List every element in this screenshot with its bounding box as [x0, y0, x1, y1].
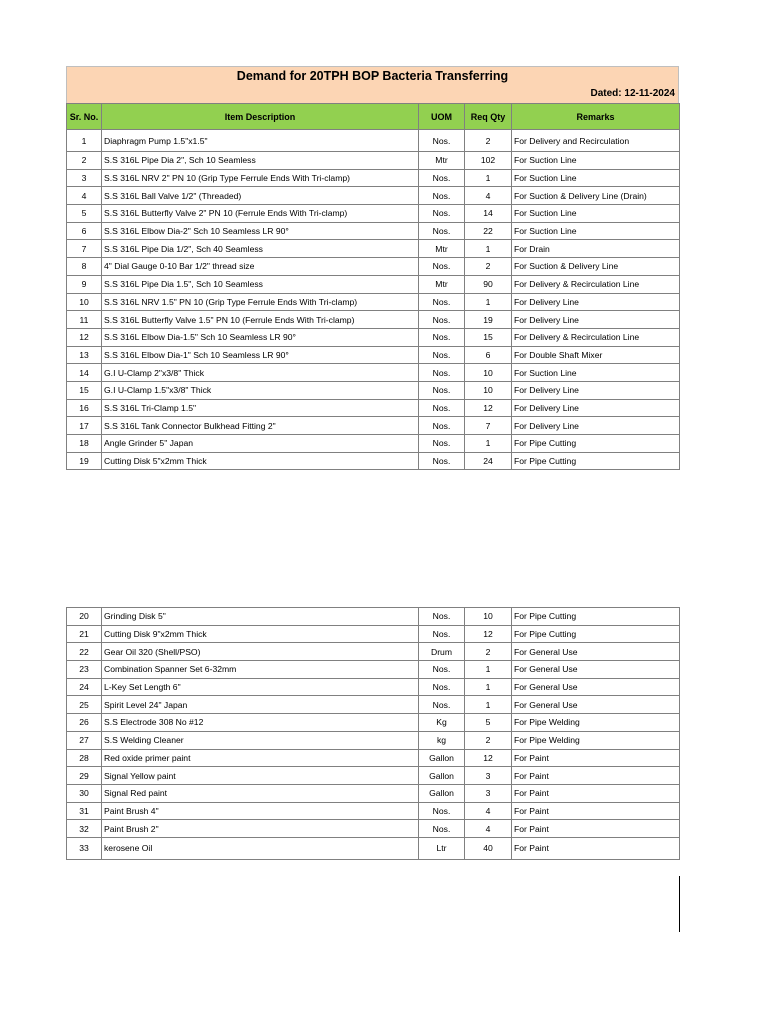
- cell-item-description: 4" Dial Gauge 0-10 Bar 1/2" thread size: [102, 258, 419, 276]
- cell-item-description: G.I U-Clamp 2"x3/8" Thick: [102, 364, 419, 382]
- cell-item-description: S.S 316L Elbow Dia-1.5" Sch 10 Seamless LR 90°: [102, 328, 419, 346]
- table-row: [67, 364, 680, 382]
- cell-remarks: For Suction & Delivery Line (Drain): [512, 187, 680, 205]
- cell-remarks: For General Use: [512, 643, 680, 661]
- cell-sr-no: 19: [67, 452, 102, 470]
- cell-uom: Nos.: [419, 293, 465, 311]
- cell-sr-no: 24: [67, 678, 102, 696]
- cell-req-qty: 19: [465, 311, 512, 329]
- table-row: [67, 749, 680, 767]
- cell-sr-no: 12: [67, 328, 102, 346]
- cell-uom: Kg: [419, 714, 465, 732]
- table-row: [67, 678, 680, 696]
- table-row: [67, 275, 680, 293]
- cell-sr-no: 31: [67, 802, 102, 820]
- cell-remarks: For Delivery Line: [512, 311, 680, 329]
- cell-sr-no: 10: [67, 293, 102, 311]
- cell-req-qty: 2: [465, 258, 512, 276]
- cell-uom: Mtr: [419, 240, 465, 258]
- cell-req-qty: 22: [465, 222, 512, 240]
- table-row: [67, 696, 680, 714]
- cell-uom: Nos.: [419, 678, 465, 696]
- table-row: [67, 152, 680, 170]
- cell-remarks: For Suction Line: [512, 152, 680, 170]
- cell-sr-no: 14: [67, 364, 102, 382]
- title-band: [66, 66, 679, 104]
- cell-remarks: For Suction Line: [512, 205, 680, 223]
- table-row: [67, 802, 680, 820]
- cell-remarks: For Paint: [512, 802, 680, 820]
- cell-item-description: Signal Yellow paint: [102, 767, 419, 785]
- cell-uom: Gallon: [419, 767, 465, 785]
- cell-item-description: Red oxide primer paint: [102, 749, 419, 767]
- cell-item-description: S.S 316L Elbow Dia-1" Sch 10 Seamless LR 90°: [102, 346, 419, 364]
- cell-sr-no: 22: [67, 643, 102, 661]
- cell-remarks: For Delivery Line: [512, 381, 680, 399]
- cell-req-qty: 1: [465, 435, 512, 453]
- cell-uom: Nos.: [419, 399, 465, 417]
- cell-remarks: For Paint: [512, 767, 680, 785]
- cell-remarks: For Delivery Line: [512, 417, 680, 435]
- cell-remarks: For Delivery Line: [512, 293, 680, 311]
- cell-uom: Nos.: [419, 696, 465, 714]
- cell-req-qty: 3: [465, 784, 512, 802]
- cell-item-description: G.I U-Clamp 1.5"x3/8" Thick: [102, 381, 419, 399]
- table-row: [67, 731, 680, 749]
- cell-remarks: For General Use: [512, 678, 680, 696]
- cell-uom: Mtr: [419, 152, 465, 170]
- cell-uom: Nos.: [419, 222, 465, 240]
- table-row: [67, 346, 680, 364]
- cell-uom: Nos.: [419, 661, 465, 679]
- cell-req-qty: 2: [465, 130, 512, 152]
- demand-table-page-2: [66, 607, 680, 860]
- cell-item-description: Cutting Disk 5"x2mm Thick: [102, 452, 419, 470]
- cell-req-qty: 5: [465, 714, 512, 732]
- cell-remarks: For Paint: [512, 820, 680, 838]
- cell-req-qty: 1: [465, 169, 512, 187]
- cell-uom: Nos.: [419, 130, 465, 152]
- cell-uom: Nos.: [419, 311, 465, 329]
- cell-sr-no: 8: [67, 258, 102, 276]
- cell-sr-no: 23: [67, 661, 102, 679]
- cell-sr-no: 30: [67, 784, 102, 802]
- table-header-row: [67, 104, 680, 130]
- cell-sr-no: 4: [67, 187, 102, 205]
- cell-req-qty: 10: [465, 364, 512, 382]
- cell-item-description: S.S 316L Pipe Dia 1/2", Sch 40 Seamless: [102, 240, 419, 258]
- cell-item-description: S.S 316L Elbow Dia-2" Sch 10 Seamless LR 90°: [102, 222, 419, 240]
- cell-req-qty: 90: [465, 275, 512, 293]
- header-sr-no: Sr. No.: [67, 104, 102, 130]
- cell-remarks: For Delivery and Recirculation: [512, 130, 680, 152]
- cell-uom: Nos.: [419, 452, 465, 470]
- cell-uom: Nos.: [419, 608, 465, 626]
- cell-uom: Gallon: [419, 749, 465, 767]
- cell-req-qty: 1: [465, 293, 512, 311]
- cell-sr-no: 2: [67, 152, 102, 170]
- cell-item-description: Gear Oil 320 (Shell/PSO): [102, 643, 419, 661]
- cell-req-qty: 12: [465, 749, 512, 767]
- cell-remarks: For Pipe Cutting: [512, 435, 680, 453]
- cell-item-description: Signal Red paint: [102, 784, 419, 802]
- cell-remarks: For Pipe Welding: [512, 714, 680, 732]
- cell-remarks: For Paint: [512, 749, 680, 767]
- cell-uom: Mtr: [419, 275, 465, 293]
- cell-remarks: For General Use: [512, 696, 680, 714]
- cell-sr-no: 13: [67, 346, 102, 364]
- table-row: [67, 452, 680, 470]
- cell-uom: Nos.: [419, 820, 465, 838]
- table-row: [67, 837, 680, 859]
- cell-remarks: For Suction Line: [512, 364, 680, 382]
- cell-uom: Nos.: [419, 169, 465, 187]
- cell-item-description: Diaphragm Pump 1.5"x1.5": [102, 130, 419, 152]
- cell-sr-no: 1: [67, 130, 102, 152]
- cell-item-description: Angle Grinder 5" Japan: [102, 435, 419, 453]
- table-row: [67, 435, 680, 453]
- cell-req-qty: 10: [465, 608, 512, 626]
- cell-sr-no: 28: [67, 749, 102, 767]
- cell-uom: Nos.: [419, 802, 465, 820]
- cell-remarks: For Suction & Delivery Line: [512, 258, 680, 276]
- cell-item-description: S.S 316L Pipe Dia 2", Sch 10 Seamless: [102, 152, 419, 170]
- cell-remarks: For Pipe Cutting: [512, 625, 680, 643]
- cell-item-description: S.S 316L NRV 2" PN 10 (Grip Type Ferrule Ends With Tri-clamp): [102, 169, 419, 187]
- cell-sr-no: 9: [67, 275, 102, 293]
- cell-req-qty: 1: [465, 661, 512, 679]
- table-row: [67, 205, 680, 223]
- header-req-qty: Req Qty: [465, 104, 512, 130]
- cell-item-description: Combination Spanner Set 6-32mm: [102, 661, 419, 679]
- table-row: [67, 625, 680, 643]
- table-row: [67, 417, 680, 435]
- cell-uom: Nos.: [419, 417, 465, 435]
- table-row: [67, 399, 680, 417]
- cell-req-qty: 12: [465, 625, 512, 643]
- document-date: Dated: 12-11-2024: [590, 88, 675, 99]
- cell-remarks: For General Use: [512, 661, 680, 679]
- table-row: [67, 187, 680, 205]
- cell-sr-no: 27: [67, 731, 102, 749]
- cell-sr-no: 7: [67, 240, 102, 258]
- cell-remarks: For Suction Line: [512, 222, 680, 240]
- cell-item-description: kerosene Oil: [102, 837, 419, 859]
- cell-uom: Nos.: [419, 625, 465, 643]
- header-uom: UOM: [419, 104, 465, 130]
- cell-item-description: Paint Brush 2": [102, 820, 419, 838]
- cell-item-description: S.S 316L Tri-Clamp 1.5": [102, 399, 419, 417]
- table-row: [67, 258, 680, 276]
- cell-sr-no: 5: [67, 205, 102, 223]
- cell-sr-no: 17: [67, 417, 102, 435]
- cell-remarks: For Paint: [512, 784, 680, 802]
- table-row: [67, 784, 680, 802]
- cell-req-qty: 14: [465, 205, 512, 223]
- cell-item-description: Cutting Disk 9"x2mm Thick: [102, 625, 419, 643]
- cell-item-description: S.S 316L NRV 1.5" PN 10 (Grip Type Ferrule Ends With Tri-clamp): [102, 293, 419, 311]
- header-item-description: Item Description: [102, 104, 419, 130]
- cell-uom: Gallon: [419, 784, 465, 802]
- cell-remarks: For Delivery & Recirculation Line: [512, 328, 680, 346]
- cell-uom: Nos.: [419, 258, 465, 276]
- table-row: [67, 328, 680, 346]
- cell-req-qty: 102: [465, 152, 512, 170]
- table-row: [67, 169, 680, 187]
- cell-sr-no: 21: [67, 625, 102, 643]
- cell-uom: Nos.: [419, 364, 465, 382]
- cell-remarks: For Delivery Line: [512, 399, 680, 417]
- cell-item-description: S.S 316L Butterfly Valve 1.5" PN 10 (Ferrule Ends With Tri-clamp): [102, 311, 419, 329]
- cell-sr-no: 15: [67, 381, 102, 399]
- cell-uom: Nos.: [419, 328, 465, 346]
- cell-item-description: S.S 316L Tank Connector Bulkhead Fitting 2": [102, 417, 419, 435]
- table-row: [67, 714, 680, 732]
- page-edge-line: [679, 876, 680, 932]
- cell-req-qty: 6: [465, 346, 512, 364]
- cell-sr-no: 29: [67, 767, 102, 785]
- cell-uom: Nos.: [419, 346, 465, 364]
- header-remarks: Remarks: [512, 104, 680, 130]
- cell-req-qty: 3: [465, 767, 512, 785]
- cell-req-qty: 2: [465, 731, 512, 749]
- cell-req-qty: 2: [465, 643, 512, 661]
- cell-req-qty: 1: [465, 678, 512, 696]
- table-row: [67, 643, 680, 661]
- cell-remarks: For Pipe Cutting: [512, 608, 680, 626]
- cell-uom: Nos.: [419, 205, 465, 223]
- cell-uom: Nos.: [419, 435, 465, 453]
- cell-req-qty: 7: [465, 417, 512, 435]
- cell-item-description: Grinding Disk 5": [102, 608, 419, 626]
- cell-req-qty: 40: [465, 837, 512, 859]
- cell-uom: Ltr: [419, 837, 465, 859]
- cell-item-description: S.S 316L Butterfly Valve 2" PN 10 (Ferrule Ends With Tri-clamp): [102, 205, 419, 223]
- cell-item-description: S.S Electrode 308 No #12: [102, 714, 419, 732]
- cell-remarks: For Double Shaft Mixer: [512, 346, 680, 364]
- cell-uom: Nos.: [419, 187, 465, 205]
- cell-req-qty: 4: [465, 820, 512, 838]
- cell-remarks: For Pipe Welding: [512, 731, 680, 749]
- cell-item-description: S.S Welding Cleaner: [102, 731, 419, 749]
- cell-uom: Drum: [419, 643, 465, 661]
- document-title: Demand for 20TPH BOP Bacteria Transferring: [236, 69, 509, 83]
- cell-remarks: For Suction Line: [512, 169, 680, 187]
- cell-req-qty: 1: [465, 240, 512, 258]
- table-row: [67, 240, 680, 258]
- table-row: [67, 767, 680, 785]
- cell-item-description: L-Key Set Length 6": [102, 678, 419, 696]
- cell-item-description: Spirit Level 24" Japan: [102, 696, 419, 714]
- cell-sr-no: 25: [67, 696, 102, 714]
- cell-sr-no: 33: [67, 837, 102, 859]
- cell-item-description: S.S 316L Pipe Dia 1.5", Sch 10 Seamless: [102, 275, 419, 293]
- cell-remarks: For Paint: [512, 837, 680, 859]
- cell-uom: Nos.: [419, 381, 465, 399]
- cell-item-description: Paint Brush 4": [102, 802, 419, 820]
- cell-req-qty: 12: [465, 399, 512, 417]
- cell-uom: kg: [419, 731, 465, 749]
- table-row: [67, 381, 680, 399]
- demand-table-page-1: [66, 103, 680, 470]
- table-row: [67, 311, 680, 329]
- table-row: [67, 293, 680, 311]
- cell-sr-no: 16: [67, 399, 102, 417]
- cell-sr-no: 6: [67, 222, 102, 240]
- cell-sr-no: 32: [67, 820, 102, 838]
- cell-sr-no: 3: [67, 169, 102, 187]
- cell-req-qty: 10: [465, 381, 512, 399]
- cell-remarks: For Pipe Cutting: [512, 452, 680, 470]
- cell-sr-no: 11: [67, 311, 102, 329]
- cell-remarks: For Drain: [512, 240, 680, 258]
- table-row: [67, 222, 680, 240]
- cell-sr-no: 26: [67, 714, 102, 732]
- cell-sr-no: 20: [67, 608, 102, 626]
- cell-req-qty: 1: [465, 696, 512, 714]
- cell-remarks: For Delivery & Recirculation Line: [512, 275, 680, 293]
- table-row: [67, 130, 680, 152]
- table-row: [67, 820, 680, 838]
- cell-item-description: S.S 316L Ball Valve 1/2" (Threaded): [102, 187, 419, 205]
- cell-sr-no: 18: [67, 435, 102, 453]
- cell-req-qty: 4: [465, 802, 512, 820]
- table-row: [67, 608, 680, 626]
- cell-req-qty: 15: [465, 328, 512, 346]
- cell-req-qty: 24: [465, 452, 512, 470]
- table-row: [67, 661, 680, 679]
- cell-req-qty: 4: [465, 187, 512, 205]
